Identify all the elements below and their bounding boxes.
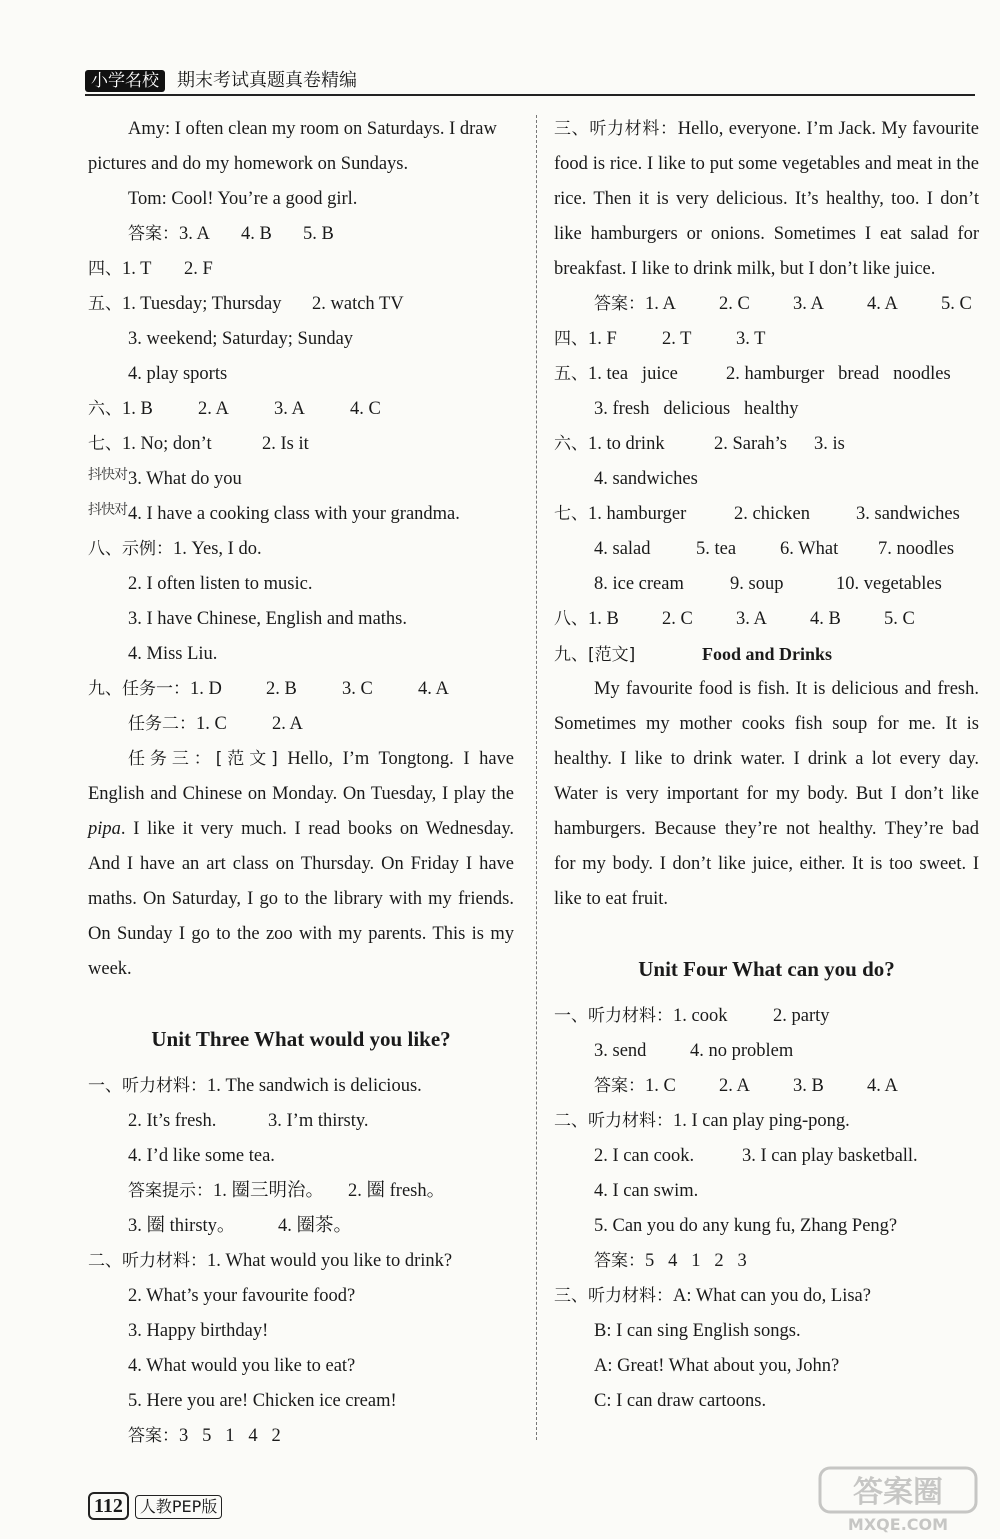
section-5-line: 4. play sports bbox=[128, 364, 228, 384]
header-rule bbox=[85, 94, 975, 96]
watermark-logo bbox=[818, 1466, 978, 1534]
section-6: 六、1. B 2. A 3. A 4. C bbox=[88, 399, 381, 419]
unit3-section-1-line: 2. It’s fresh. 3. I’m thirsty. bbox=[128, 1111, 369, 1131]
section-5-line: 3. fresh delicious healthy bbox=[594, 399, 799, 419]
answer-line: 答案：1. A 2. C 3. A 4. A 5. C bbox=[594, 294, 972, 314]
watermark-url: MXQE.COM bbox=[847, 1515, 949, 1534]
left-column bbox=[88, 112, 514, 1454]
watermark-text: 答案圈 bbox=[853, 1475, 943, 1510]
section-7-line: 抖快对 3. What do you bbox=[88, 462, 514, 497]
unit4-section-2: 二、听力材料：1. I can play ping-pong. bbox=[554, 1111, 850, 1131]
answer-line: 答案：3. A 4. B 5. B bbox=[128, 224, 334, 244]
essay-title: Food and Drinks bbox=[702, 644, 833, 664]
unit4-section-2-line: 5. Can you do any kung fu, Zhang Peng? bbox=[594, 1216, 898, 1236]
unit3-section-2-line: 5. Here you are! Chicken ice cream! bbox=[128, 1391, 397, 1411]
unit-four-title: Unit Four What can you do? bbox=[638, 957, 895, 981]
section-8-line: 2. I often listen to music. bbox=[128, 574, 313, 594]
unit4-section-3-line: B: I can sing English songs. bbox=[594, 1321, 801, 1341]
section-5: 五、1. tea juice 2. hamburger bread noodles bbox=[554, 364, 951, 384]
unit3-section-2-answer: 答案：3 5 1 4 2 bbox=[128, 1426, 281, 1446]
stamp-mark: 抖快对 bbox=[88, 502, 127, 518]
stamp-mark: 抖快对 bbox=[88, 467, 127, 483]
series-logo: 小学名校 bbox=[85, 70, 165, 92]
section-8-line: 3. I have Chinese, English and maths. bbox=[128, 609, 407, 629]
unit3-section-2-line: 4. What would you like to eat? bbox=[128, 1356, 356, 1376]
right-column bbox=[554, 112, 979, 1419]
listening-material: 三、听力材料：Hello, everyone. I’m Jack. My favourite food is rice. I like to put some vegetables and meat in the rice. Then it is very delicious. It’s healthy, too. I don’t like hamburgers or onions. Sometimes I eat salad for breakfast. I like to drink milk, but I don’t like juice. bbox=[554, 119, 980, 279]
unit4-section-2-answer: 答案：5 4 1 2 3 bbox=[594, 1251, 747, 1271]
unit3-section-2-line: 2. What’s your favourite food? bbox=[128, 1286, 356, 1306]
section-9: 九、任务一：1. D 2. B 3. C 4. A bbox=[88, 679, 449, 699]
unit4-section-2-line: 2. I can cook. 3. I can play basketball. bbox=[594, 1146, 918, 1166]
model-essay: 任务三：[范文] Hello, I’m Tongtong. I have English and Chinese on Monday. On Tuesday, I play the pipa. I like it very much. I read books on Wednesday. And I have an art class on Thursday. On Friday I have maths. On Saturday, I go to the library with my friends. On Sunday I go to the zoo with my parents. This is my week. bbox=[88, 749, 514, 979]
unit4-section-3: 三、听力材料：A: What can you do, Lisa? bbox=[554, 1286, 871, 1306]
page-footer bbox=[88, 1492, 222, 1522]
unit4-answer: 答案：1. C 2. A 3. B 4. A bbox=[594, 1076, 898, 1096]
page-header bbox=[85, 70, 975, 94]
section-7-line: 抖快对 4. I have a cooking class with your grandma. bbox=[88, 497, 514, 532]
unit4-section-1: 一、听力材料：1. cook 2. party bbox=[554, 1006, 830, 1026]
unit-three-title: Unit Three What would you like? bbox=[151, 1027, 451, 1051]
unit3-section-2: 二、听力材料：1. What would you like to drink? bbox=[88, 1251, 453, 1271]
section-7: 七、1. hamburger 2. chicken 3. sandwiches bbox=[554, 504, 960, 524]
section-7-line: 4. salad 5. tea 6. What 7. noodles bbox=[594, 539, 955, 559]
column-divider bbox=[536, 115, 537, 1440]
section-4: 四、1. F 2. T 3. T bbox=[554, 329, 766, 349]
section-7: 七、1. No; don’t 2. Is it bbox=[88, 434, 309, 454]
section-5-line: 3. weekend; Saturday; Sunday bbox=[128, 329, 354, 349]
model-essay: My favourite food is fish. It is delicious and fresh. Sometimes my mother cooks fish soup for me. It is healthy. I like to drink water. I drink a lot every day. Water is very important for my body. But I don’t like hamburgers. Because they’re not healthy. They’re bad for my body. I don’t like juice, either. It is too sweet. I like to eat fruit. bbox=[554, 679, 979, 909]
unit4-section-3-line: A: Great! What about you, John? bbox=[594, 1356, 840, 1376]
dialogue-line: pictures and do my homework on Sundays. bbox=[88, 154, 409, 174]
unit4-section-1-line: 3. send 4. no problem bbox=[594, 1041, 794, 1061]
series-title: 期末考试真题真卷精编 bbox=[177, 70, 357, 91]
section-5: 五、1. Tuesday; Thursday 2. watch TV bbox=[88, 294, 404, 314]
page-number: 112 bbox=[88, 1492, 129, 1520]
unit3-section-1: 一、听力材料：1. The sandwich is delicious. bbox=[88, 1076, 422, 1096]
section-4: 四、1. T 2. F bbox=[88, 259, 213, 279]
section-9: 九、[范文] Food and Drinks bbox=[554, 644, 833, 665]
unit4-section-2-line: 4. I can swim. bbox=[594, 1181, 699, 1201]
unit4-section-3-line: C: I can draw cartoons. bbox=[594, 1391, 767, 1411]
unit3-section-1-line: 4. I’d like some tea. bbox=[128, 1146, 275, 1166]
section-8: 八、示例：1. Yes, I do. bbox=[88, 539, 262, 559]
section-6: 六、1. to drink 2. Sarah’s 3. is bbox=[554, 434, 845, 454]
section-8-line: 4. Miss Liu. bbox=[128, 644, 218, 664]
section-8: 八、1. B 2. C 3. A 4. B 5. C bbox=[554, 609, 915, 629]
edition-badge: 人教PEP版 bbox=[135, 1495, 222, 1519]
unit3-answer-hint: 答案提示：1. 圈三明治。 2. 圈 fresh。 bbox=[128, 1181, 446, 1201]
unit3-answer-hint: 3. 圈 thirsty。 4. 圈茶。 bbox=[128, 1216, 353, 1236]
dialogue-line: Tom: Cool! You’re a good girl. bbox=[128, 189, 358, 209]
section-7-line: 8. ice cream 9. soup 10. vegetables bbox=[594, 574, 942, 594]
section-6-line: 4. sandwiches bbox=[594, 469, 698, 489]
section-9-task2: 任务二：1. C 2. A bbox=[128, 714, 303, 734]
unit3-section-2-line: 3. Happy birthday! bbox=[128, 1321, 269, 1341]
dialogue-line: Amy: I often clean my room on Saturdays. I draw bbox=[128, 119, 497, 139]
